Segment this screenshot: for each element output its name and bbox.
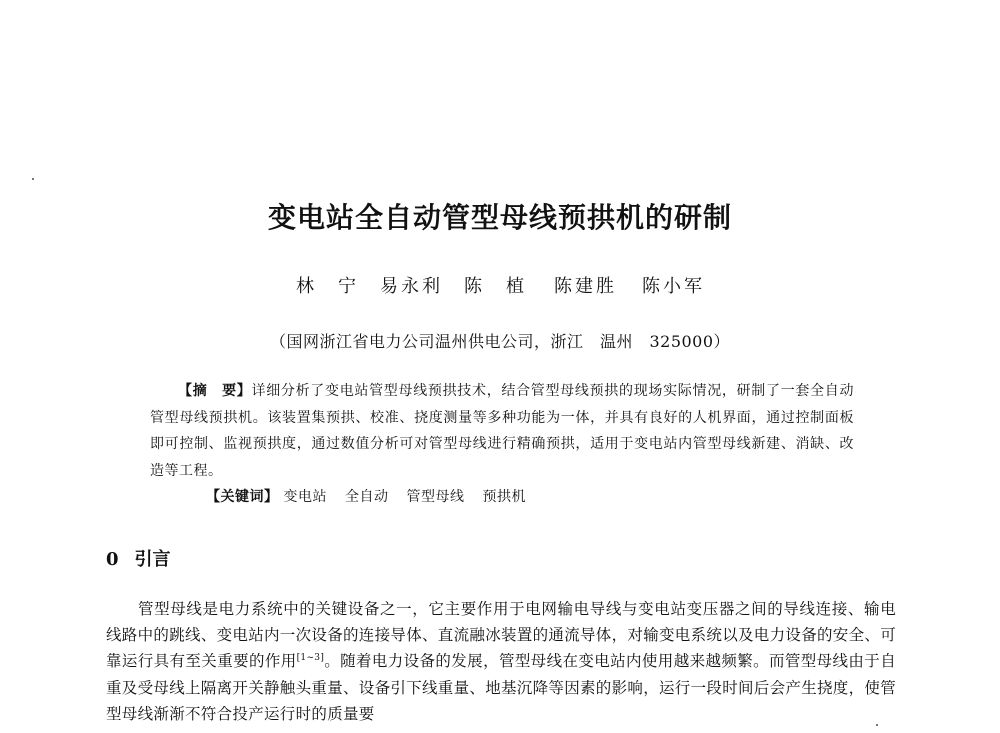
scan-speck: [32, 178, 34, 180]
keywords-label: 【关键词】: [206, 489, 279, 505]
author: 易永利: [380, 276, 443, 297]
section-title: 引言: [134, 549, 171, 570]
keyword: 预拱机: [482, 489, 526, 505]
paper-title: 变电站全自动管型母线预拱机的研制: [267, 201, 732, 234]
body-paragraph: [106, 596, 896, 727]
body-text-part: 。随着电力设备的发展，管型母线在变电站内使用越来越频繁。而管型母线由于自重及受母线上隔离开关静触头重量、设备引下线重量、地基沉降等因素的影响，运行一段时间后会产生挠度，使管型母线渐渐不符合投产运行时的质量要: [106, 652, 897, 723]
keyword: 变电站: [283, 489, 327, 505]
keywords: [150, 484, 854, 511]
body-text-part: 管型母线是电力系统中的关键设备之一，它主要作用于电网输电导线与变电站变压器之间的导线连接、输电线路中的跳线、变电站内一次设备的连接导体、直流融冰装置的通流导体，对输变电系统以及电力设备的安全、可靠运行具有至关重要的作用: [106, 600, 897, 671]
author: 林 宁: [296, 276, 359, 297]
abstract-text: 详细分析了变电站管型母线预拱技术，结合管型母线预拱的现场实际情况，研制了一套全自动管型母线预拱机。该装置集预拱、校准、挠度测量等多种功能为一体，并具有良好的人机界面，通过控制面板即可控制、监视预拱度，通过数值分析可对管型母线进行精确预拱，适用于变电站内管型母线新建、消缺、改造等工程。: [150, 383, 854, 479]
body-text: [106, 596, 896, 727]
keyword: 全自动: [344, 489, 389, 505]
author: 陈建胜: [554, 276, 617, 297]
abstract-block: [150, 378, 854, 511]
author-list: [296, 272, 716, 298]
section-number: 0: [106, 549, 119, 570]
section-heading: [106, 545, 171, 571]
keyword: 管型母线: [406, 489, 465, 505]
abstract-label: 【摘 要】: [178, 383, 252, 399]
affiliation: （国网浙江省电力公司温州供电公司，浙江 温州 325000）: [269, 332, 731, 351]
abstract: [150, 378, 854, 484]
author: 陈小军: [642, 276, 705, 297]
citation: [1~3]: [296, 653, 325, 664]
author: 陈 植: [464, 276, 527, 297]
